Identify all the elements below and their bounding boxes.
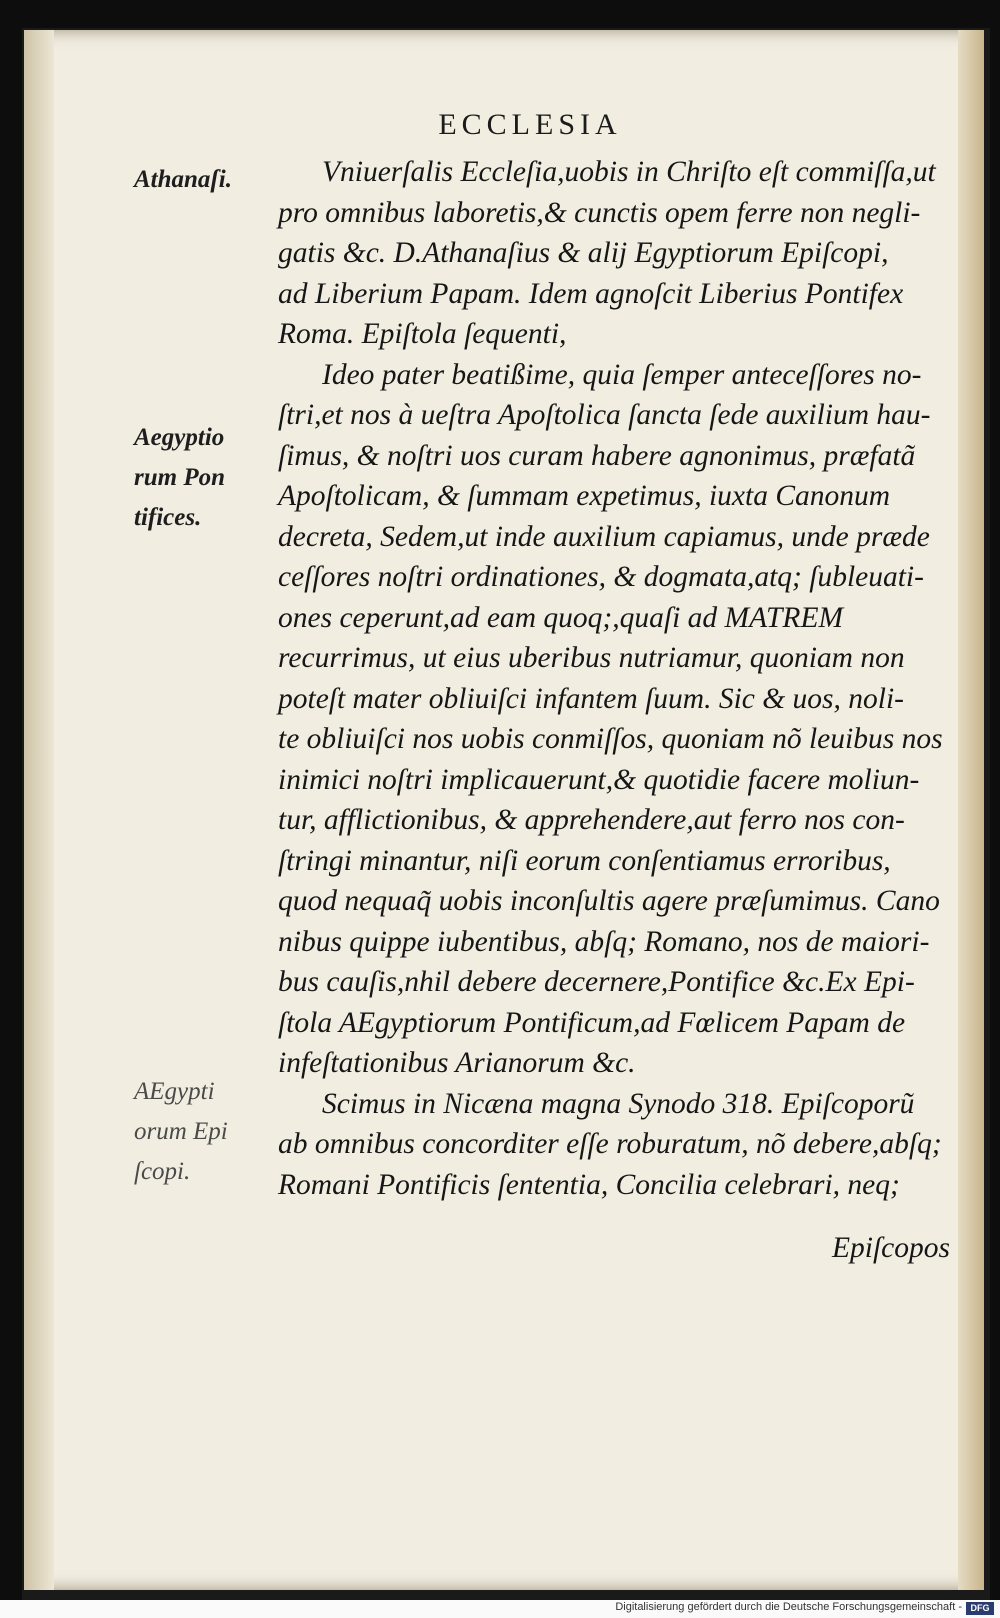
page-gutter-shadow [24, 30, 54, 1590]
text-line: Romani Pontificis ſententia, Concilia celebrari, neq; [278, 1168, 900, 1201]
text-line: te obliuiſci nos uobis conmiſſos, quoniam nõ leuibus nos [278, 723, 943, 755]
text-line: ceſſores noſtri ordinationes, & dogmata,atq; ſubleuati‑ [278, 561, 924, 593]
text-line: nibus quippe iubentibus, abſq; Romano, nos de maiori‑ [278, 925, 930, 958]
text-line: ones ceperunt,ad eam quoq;,quaſi ad MATREM [278, 601, 844, 634]
text-line: Vniuerſalis Eccleſia,uobis in Chriſto eſt commiſſa,ut [322, 156, 936, 188]
margin-note-line: AEgypti [134, 1078, 215, 1105]
margin-note-line: ſcopi. [134, 1158, 191, 1185]
margin-note-line: orum Epi [134, 1118, 228, 1145]
text-line: inimici noſtri implicauerunt,& quotidie facere moliun‑ [278, 763, 920, 796]
text-line: Apoſtolicam, & ſummam expetimus, iuxta Canonum [278, 480, 891, 512]
text-line: Ideo pater beatißime, quia ſemper anteceſſores no‑ [322, 358, 922, 391]
text-line: gatis &c. D.Athanaſius & alij Egyptiorum Epiſcopi, [278, 237, 889, 269]
text-line: infeſtationibus Arianorum &c. [278, 1047, 636, 1079]
text-line: decreta, Sedem,ut inde auxilium capiamus, unde præde [278, 520, 930, 553]
text-line: ſtringi minantur, niſi eorum conſentiamus erroribus, [278, 844, 891, 877]
running-head: ECCLESIA [438, 108, 622, 141]
text-line: Roma. Epiſtola ſequenti, [278, 318, 567, 350]
text-line: ſtri,et nos à ueſtra Apoſtolica ſancta ſede auxilium hau‑ [278, 399, 931, 431]
text-line: poteſt mater obliuiſci infantem ſuum. Sic & uos, noli‑ [278, 682, 904, 715]
text-line: tur, afflictionibus, & apprehendere,aut ferro nos con‑ [278, 804, 905, 836]
text-line: ab omnibus concorditer eſſe roburatum, nõ debere,abſq; [278, 1128, 942, 1160]
text-line: ſimus, & noſtri uos curam habere agnonimus, præfatã [278, 439, 916, 472]
text-line: Scimus in Nicæna magna Synodo 318. Epiſcoporũ [322, 1087, 915, 1120]
text-line: ſtola AEgyptiorum Pontificum,ad Fœlicem Papam de [278, 1006, 906, 1039]
margin-note-line: Aegyptio [134, 424, 225, 451]
page-fore-edge [958, 30, 984, 1590]
text-line: quod nequaq̃ uobis inconſultis agere præſumimus. Cano [278, 885, 940, 917]
text-line: pro omnibus laboretis,& cunctis opem ferre non negli‑ [278, 196, 921, 229]
text-line: recurrimus, ut eius uberibus nutriamur, quoniam non [278, 642, 905, 674]
catchword: Epiſcopos [832, 1232, 950, 1264]
body-text [278, 152, 958, 1205]
margin-note-aegyptiorum-pontifices [134, 418, 274, 538]
margin-note-athanasi [134, 160, 274, 200]
text-line: ad Liberium Papam. Idem agnoſcit Liberius Pontifex [278, 277, 904, 310]
dfg-logo: DFG [966, 1602, 994, 1615]
margin-note-aegyptiorum-episcopi [134, 1072, 274, 1192]
margin-note-line: tifices. [134, 504, 202, 531]
text-line: bus cauſis,nhil debere decernere,Pontifice &c.Ex Epi‑ [278, 966, 915, 998]
footer-credit: Digitalisierung gefördert durch die Deutsche Forschungsgemeinschaft - [615, 1601, 962, 1613]
margin-note-line: rum Pon [134, 464, 226, 491]
margin-note-line: Athanaſi. [134, 166, 232, 193]
